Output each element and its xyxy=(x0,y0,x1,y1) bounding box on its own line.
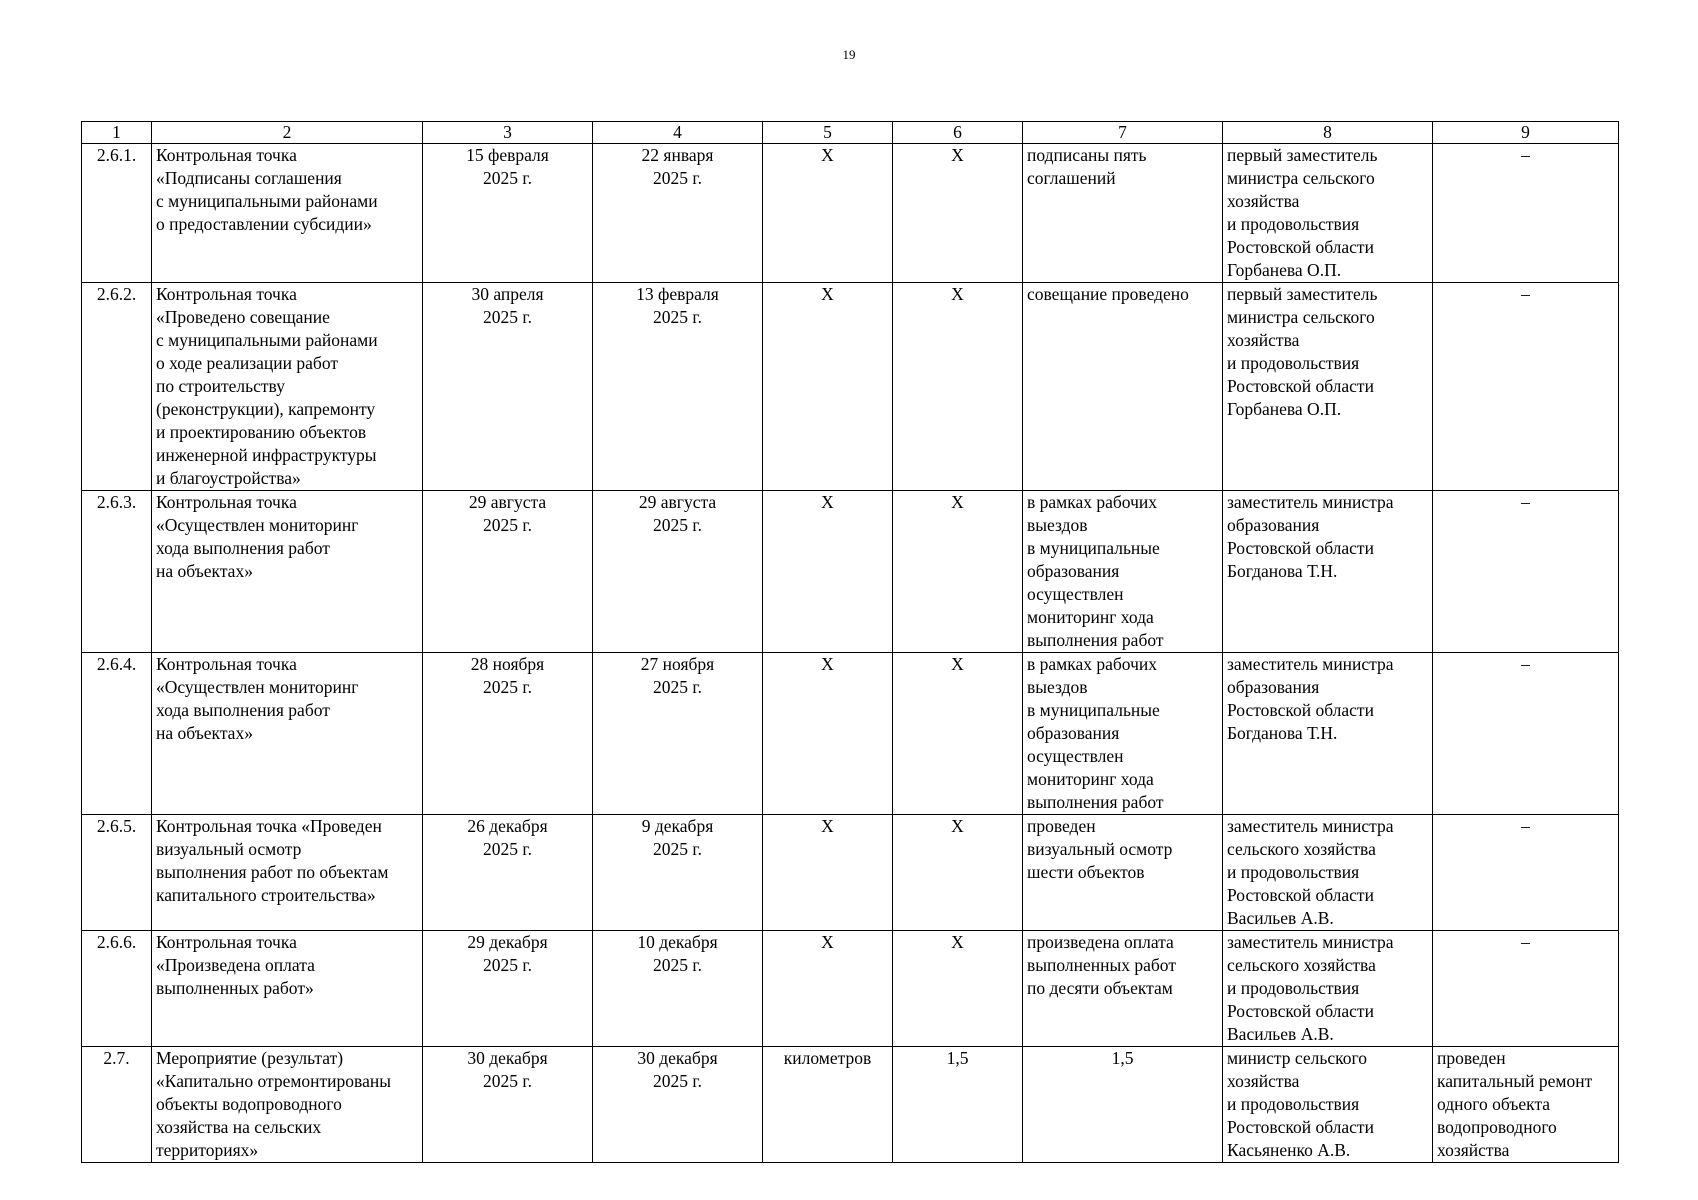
header-cell: 7 xyxy=(1023,122,1223,144)
note: проведен капитальный ремонт одного объекта водопроводного хозяйства xyxy=(1433,1047,1619,1163)
actual-result: в рамках рабочих выездов в муниципальные образования осуществлен мониторинг хода выполнения работ xyxy=(1023,491,1223,653)
actual-date: 30 декабря 2025 г. xyxy=(593,1047,763,1163)
event-name: Контрольная точка «Подписаны соглашения с муниципальными районами о предоставлении субсидии» xyxy=(152,144,423,283)
row-number: 2.6.6. xyxy=(82,931,152,1047)
actual-result: в рамках рабочих выездов в муниципальные образования осуществлен мониторинг хода выполнения работ xyxy=(1023,653,1223,815)
note: – xyxy=(1433,491,1619,653)
note: – xyxy=(1433,144,1619,283)
plan-value: X xyxy=(893,144,1023,283)
responsible-person: заместитель министра сельского хозяйства и продовольствия Ростовской области Васильев А.В. xyxy=(1223,931,1433,1047)
event-name: Контрольная точка «Проведен визуальный осмотр выполнения работ по объектам капитального строительства» xyxy=(152,815,423,931)
unit: X xyxy=(763,815,893,931)
header-cell: 5 xyxy=(763,122,893,144)
header-cell: 2 xyxy=(152,122,423,144)
row-number: 2.6.3. xyxy=(82,491,152,653)
table-header-row xyxy=(82,122,1619,144)
plan-value: X xyxy=(893,283,1023,491)
row-number: 2.7. xyxy=(82,1047,152,1163)
responsible-person: заместитель министра образования Ростовской области Богданова Т.Н. xyxy=(1223,491,1433,653)
actual-date: 13 февраля 2025 г. xyxy=(593,283,763,491)
plan-date: 29 августа 2025 г. xyxy=(423,491,593,653)
actual-result: 1,5 xyxy=(1023,1047,1223,1163)
row-number: 2.6.5. xyxy=(82,815,152,931)
header-cell: 3 xyxy=(423,122,593,144)
table-row xyxy=(82,283,1619,491)
plan-date: 28 ноября 2025 г. xyxy=(423,653,593,815)
actual-result: совещание проведено xyxy=(1023,283,1223,491)
unit: X xyxy=(763,653,893,815)
actual-date: 9 декабря 2025 г. xyxy=(593,815,763,931)
responsible-person: заместитель министра сельского хозяйства и продовольствия Ростовской области Васильев А.В. xyxy=(1223,815,1433,931)
table-row xyxy=(82,931,1619,1047)
plan-date: 26 декабря 2025 г. xyxy=(423,815,593,931)
event-name: Контрольная точка «Произведена оплата выполненных работ» xyxy=(152,931,423,1047)
responsible-person: заместитель министра образования Ростовской области Богданова Т.Н. xyxy=(1223,653,1433,815)
header-cell: 6 xyxy=(893,122,1023,144)
plan-value: X xyxy=(893,931,1023,1047)
table-row xyxy=(82,1047,1619,1163)
plan-value: X xyxy=(893,815,1023,931)
event-name: Контрольная точка «Проведено совещание с муниципальными районами о ходе реализации работ по строительству (реконструкции), капремонту и проектированию объектов инженерной инфраструктуры и благоустройства» xyxy=(152,283,423,491)
responsible-person: министр сельского хозяйства и продовольствия Ростовской области Касьяненко А.В. xyxy=(1223,1047,1433,1163)
plan-value: X xyxy=(893,491,1023,653)
plan-date: 29 декабря 2025 г. xyxy=(423,931,593,1047)
row-number: 2.6.4. xyxy=(82,653,152,815)
actual-result: проведен визуальный осмотр шести объектов xyxy=(1023,815,1223,931)
table-row xyxy=(82,815,1619,931)
responsible-person: первый заместитель министра сельского хозяйства и продовольствия Ростовской области Горбанева О.П. xyxy=(1223,283,1433,491)
table-row xyxy=(82,144,1619,283)
actual-date: 27 ноября 2025 г. xyxy=(593,653,763,815)
row-number: 2.6.2. xyxy=(82,283,152,491)
actual-date: 29 августа 2025 г. xyxy=(593,491,763,653)
note: – xyxy=(1433,283,1619,491)
actual-result: произведена оплата выполненных работ по десяти объектам xyxy=(1023,931,1223,1047)
unit: X xyxy=(763,283,893,491)
actual-result: подписаны пять соглашений xyxy=(1023,144,1223,283)
plan-value: X xyxy=(893,653,1023,815)
responsible-person: первый заместитель министра сельского хозяйства и продовольствия Ростовской области Горбанева О.П. xyxy=(1223,144,1433,283)
header-cell: 1 xyxy=(82,122,152,144)
table-row xyxy=(82,491,1619,653)
header-cell: 8 xyxy=(1223,122,1433,144)
note: – xyxy=(1433,653,1619,815)
unit: X xyxy=(763,491,893,653)
header-cell: 9 xyxy=(1433,122,1619,144)
actual-date: 10 декабря 2025 г. xyxy=(593,931,763,1047)
note: – xyxy=(1433,931,1619,1047)
header-cell: 4 xyxy=(593,122,763,144)
table-row xyxy=(82,653,1619,815)
plan-value: 1,5 xyxy=(893,1047,1023,1163)
unit: X xyxy=(763,144,893,283)
unit: X xyxy=(763,931,893,1047)
event-name: Контрольная точка «Осуществлен мониторинг хода выполнения работ на объектах» xyxy=(152,491,423,653)
actual-date: 22 января 2025 г. xyxy=(593,144,763,283)
plan-date: 15 февраля 2025 г. xyxy=(423,144,593,283)
row-number: 2.6.1. xyxy=(82,144,152,283)
unit: километров xyxy=(763,1047,893,1163)
event-name: Мероприятие (результат) «Капитально отремонтированы объекты водопроводного хозяйства на сельских территориях» xyxy=(152,1047,423,1163)
note: – xyxy=(1433,815,1619,931)
page-number: 19 xyxy=(842,47,856,62)
plan-date: 30 декабря 2025 г. xyxy=(423,1047,593,1163)
event-name: Контрольная точка «Осуществлен мониторинг хода выполнения работ на объектах» xyxy=(152,653,423,815)
control-points-table xyxy=(81,121,1619,1163)
plan-date: 30 апреля 2025 г. xyxy=(423,283,593,491)
